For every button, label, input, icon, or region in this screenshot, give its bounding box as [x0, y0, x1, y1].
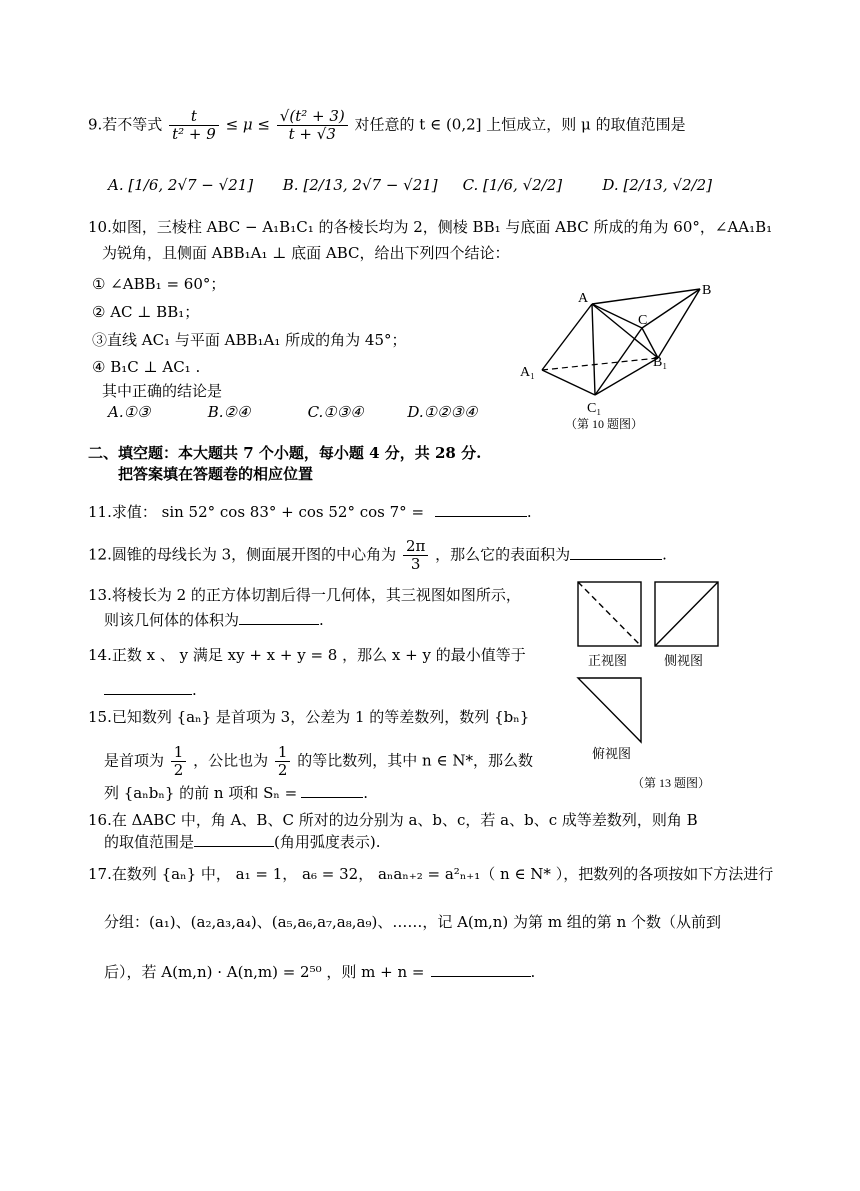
q14-line2: .: [104, 680, 197, 700]
q11-answer-blank[interactable]: [435, 516, 527, 517]
q17-line2: 分组：(a₁)、(a₂,a₃,a₄)、(a₅,a₆,a₇,a₈,a₉)、……，记 A(m,n) 为第 m 组的第 n 个数（从前到: [104, 913, 722, 931]
q10-conclusion-2: ② AC ⊥ BB₁；: [92, 303, 200, 321]
q13-line2: 则该几何体的体积为 .: [104, 611, 324, 629]
q9-stem: 9.若不等式 $\frac{t}{\text{t² + 9}}$ ≤ μ ≤ $\frac{\text{√(t² + 3)}}{t + √3}$ 对任意的 t ∈ (0,2] 上恒成立，则 μ 的取值范围是: [88, 107, 686, 143]
q9-fraction-2: $\frac{\text{√(t² + 3)}}{t + √3}$: [277, 108, 348, 143]
q9-option-a[interactable]: A. [1/6, 2√7 − √21]: [108, 176, 254, 194]
q10-option-a[interactable]: A.①③: [108, 403, 151, 421]
top-view-label: 俯视图: [592, 746, 632, 761]
q9-fraction-1: $\frac{t}{\text{t² + 9}}$: [169, 108, 219, 143]
q13-answer-blank[interactable]: [239, 624, 319, 625]
q16-answer-blank[interactable]: [194, 846, 274, 847]
q15-fraction-2: $\frac{1}{2}$: [275, 744, 291, 779]
section2-subtitle: 把答案填在答题卷的相应位置: [118, 465, 314, 483]
q12: 12.圆锥的母线长为 3，侧面展开图的中心角为 $\frac{2\pi}{3}$ ，那么它的表面积为 .: [88, 537, 667, 573]
q11: 11.求值： sin 52° cos 83° + cos 52° cos 7° = .: [88, 503, 532, 521]
q17-line3: 后），若 A(m,n) · A(n,m) = 2⁵⁰ ，则 m + n = .: [104, 963, 536, 981]
q17-line1: 17.在数列 {aₙ} 中， a₁ = 1， a₆ = 32， aₙaₙ₊₂ = a²ₙ₊₁（ n ∈ N* ），把数列的各项按如下方法进行: [88, 865, 774, 883]
top-view: [578, 678, 641, 742]
q10-options: [108, 402, 477, 422]
label-C1: C₁: [587, 401, 602, 416]
q12-fraction: $\frac{2\pi}{3}$: [403, 538, 428, 573]
q10-prism-figure: [510, 280, 730, 430]
q14-answer-blank[interactable]: [104, 694, 192, 695]
q10-option-c[interactable]: C.①③④: [307, 403, 364, 421]
label-B1: B₁: [653, 355, 668, 370]
q13-line1: 13.将棱长为 2 的正方体切割后得一几何体，其三视图如图所示，: [88, 586, 521, 604]
q14-line1: 14.正数 x 、 y 满足 xy + x + y = 8 ，那么 x + y 的最小值等于: [88, 646, 526, 664]
q15-line1: 15.已知数列 {aₙ} 是首项为 3，公差为 1 的等差数列，数列 {bₙ}: [88, 708, 530, 726]
label-C: C: [638, 313, 648, 328]
q16-line2: 的取值范围是 (角用弧度表示).: [104, 833, 381, 851]
q17-answer-blank[interactable]: [431, 976, 531, 977]
q9-option-d[interactable]: D. [2/13, √2/2]: [602, 176, 712, 194]
label-A1: A₁: [520, 365, 535, 380]
section2-title: 二、填空题：本大题共 7 个小题，每小题 4 分，共 28 分.: [88, 444, 482, 462]
q9-options: [108, 175, 712, 195]
side-view-label: 侧视图: [664, 653, 704, 668]
front-view-label: 正视图: [588, 653, 628, 668]
q10-conclusion-3: ③直线 AC₁ 与平面 ABB₁A₁ 所成的角为 45°；: [92, 331, 407, 349]
q10-line2: 为锐角，且侧面 ABB₁A₁ ⊥ 底面 ABC，给出下列四个结论：: [102, 244, 510, 262]
label-B: B: [702, 283, 712, 298]
label-A: A: [578, 291, 589, 306]
q15-line3: 列 {aₙbₙ} 的前 n 项和 Sₙ = .: [104, 784, 368, 802]
q10-option-b[interactable]: B.②④: [207, 403, 251, 421]
q10-conclusion-1: ① ∠ABB₁ = 60°；: [92, 275, 226, 293]
q15-fraction-1: $\frac{1}{2}$: [171, 744, 187, 779]
q16-line1: 16.在 ΔABC 中，角 A、B、C 所对的边分别为 a、b、c，若 a、b、c 成等差数列，则角 B: [88, 811, 698, 829]
q12-answer-blank[interactable]: [570, 559, 662, 560]
three-views-figure: [570, 578, 735, 793]
q10-conclusion-4: ④ B₁C ⊥ AC₁ .: [92, 358, 201, 376]
figure-10-caption: （第 10 题图）: [565, 417, 644, 430]
q10-line1: 10.如图，三棱柱 ABC − A₁B₁C₁ 的各棱长均为 2，侧棱 BB₁ 与底面 ABC 所成的角为 60°，∠AA₁B₁: [88, 218, 773, 236]
q15-answer-blank[interactable]: [301, 797, 363, 798]
q15-line2: 是首项为 $\frac{1}{2}$ ，公比也为 $\frac{1}{2}$ 的等比数列，其中 n ∈ N*，那么数: [104, 743, 533, 779]
q9-option-c[interactable]: C. [1/6, √2/2]: [462, 176, 563, 194]
q10-ask: 其中正确的结论是: [102, 382, 223, 400]
figure-13-caption: （第 13 题图）: [632, 776, 711, 790]
q9-option-b[interactable]: B. [2/13, 2√7 − √21]: [282, 176, 438, 194]
q10-option-d[interactable]: D.①②③④: [407, 403, 478, 421]
